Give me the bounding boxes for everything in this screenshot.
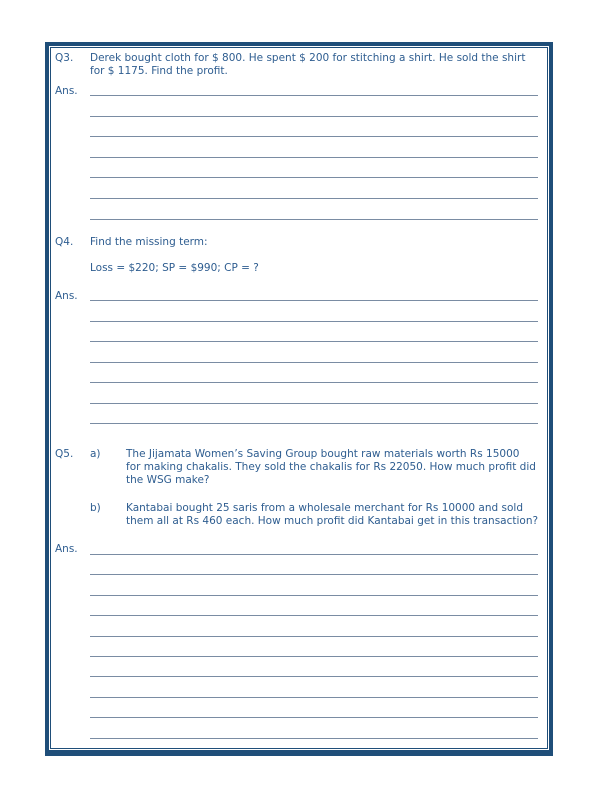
answer-line [90,95,538,96]
answer-line [90,116,538,117]
answer-line [90,554,538,555]
answer-line [90,656,538,657]
answer-line [90,676,538,677]
q5a-line2: for making chakalis. They sold the chakalis for Rs 22050. How much profit did [126,461,536,473]
answer-line [90,423,538,424]
answer-line [90,738,538,739]
answer-line [90,321,538,322]
answer-line [90,615,538,616]
q5-answer-label: Ans. [55,543,78,555]
q3-answer-label: Ans. [55,85,78,97]
answer-line [90,177,538,178]
answer-line [90,697,538,698]
q5b-line1: Kantabai bought 25 saris from a wholesale merchant for Rs 10000 and sold [126,502,524,514]
q4-equation: Loss = $220; SP = $990; CP = ? [90,262,259,274]
answer-line [90,219,538,220]
q5a-line3: the WSG make? [126,474,210,486]
answer-line [90,574,538,575]
q5a-label: a) [90,448,101,460]
answer-line [90,341,538,342]
answer-line [90,198,538,199]
answer-line [90,382,538,383]
answer-line [90,717,538,718]
answer-line [90,595,538,596]
q3-number: Q3. [55,52,74,64]
q5-number: Q5. [55,448,74,460]
q4-text: Find the missing term: [90,236,208,248]
q3-text-line2: for $ 1175. Find the profit. [90,65,228,77]
page-border [45,42,553,756]
answer-line [90,300,538,301]
q4-answer-label: Ans. [55,290,78,302]
q5b-label: b) [90,502,101,514]
q5b-line2: them all at Rs 460 each. How much profit did Kantabai get in this transaction? [126,515,539,527]
answer-line [90,157,538,158]
q4-number: Q4. [55,236,74,248]
q5a-line1: The Jijamata Women’s Saving Group bought raw materials worth Rs 15000 [126,448,520,460]
answer-line [90,403,538,404]
answer-line [90,362,538,363]
answer-line [90,136,538,137]
answer-line [90,636,538,637]
q3-text-line1: Derek bought cloth for $ 800. He spent $ 200 for stitching a shirt. He sold the shirt [90,52,526,64]
